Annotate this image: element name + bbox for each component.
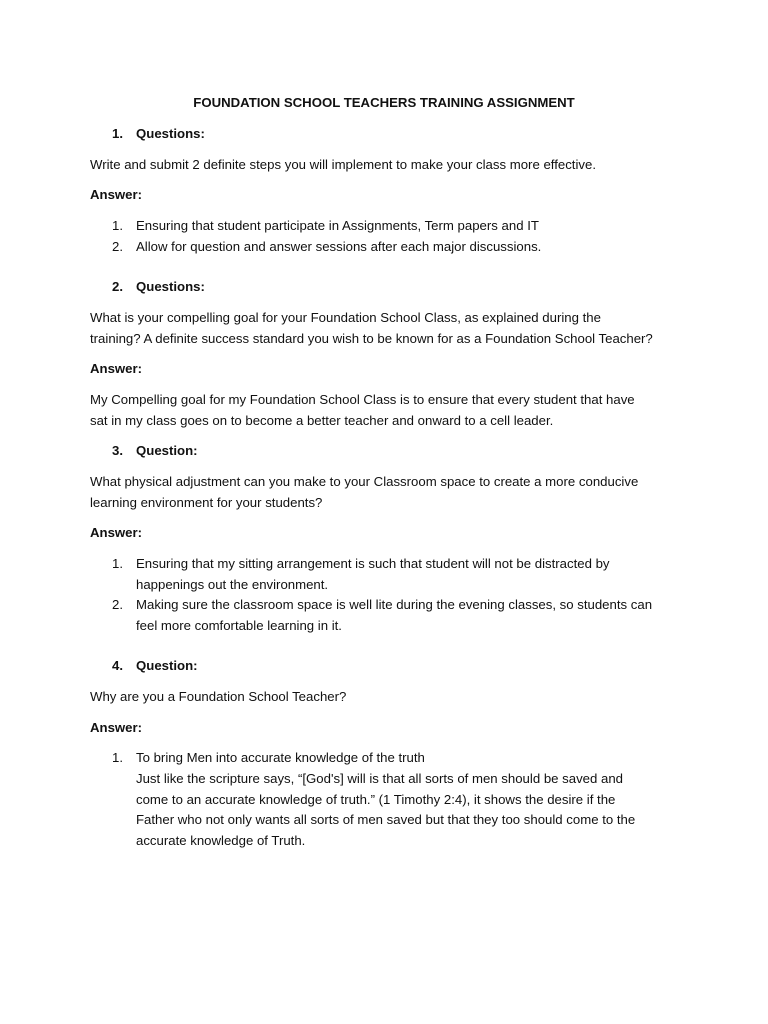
section-2-question-line-2: training? A definite success standard you wish to be known for as a Foundation School Teacher?	[90, 331, 653, 346]
section-1-number: 1.	[112, 126, 123, 141]
section-3-heading: Question:	[136, 443, 198, 458]
section-1-item-2-text: Allow for question and answer sessions after each major discussions.	[136, 239, 542, 254]
section-2-heading: Questions:	[136, 279, 205, 294]
section-3-item-1-line-2: happenings out the environment.	[136, 577, 329, 592]
section-2-question-line-1: What is your compelling goal for your Foundation School Class, as explained during the	[90, 310, 601, 325]
section-4-item-1-line-5: accurate knowledge of Truth.	[136, 833, 306, 848]
section-2-answer-label: Answer:	[90, 361, 143, 376]
section-4-item-1-number: 1.	[112, 750, 123, 765]
section-1-item-2-number: 2.	[112, 239, 123, 254]
page-title: FOUNDATION SCHOOL TEACHERS TRAINING ASSIGNMENT	[193, 95, 575, 110]
section-1-item-1-number: 1.	[112, 218, 123, 233]
section-3-item-2-number: 2.	[112, 597, 123, 612]
section-3-answer-label: Answer:	[90, 525, 143, 540]
section-3-item-2-line-1: Making sure the classroom space is well lite during the evening classes, so students can	[136, 597, 653, 612]
section-1-heading: Questions:	[136, 126, 205, 141]
section-4-number: 4.	[112, 658, 123, 673]
section-3-item-1-line-1: Ensuring that my sitting arrangement is such that student will not be distracted by	[136, 556, 610, 571]
section-4-question: Why are you a Foundation School Teacher?	[90, 689, 347, 704]
section-4-item-1-line-3: come to an accurate knowledge of truth.” (1 Timothy 2:4), it shows the desire if the	[136, 792, 616, 807]
section-4-item-1-line-1: To bring Men into accurate knowledge of the truth	[136, 750, 425, 765]
section-2-answer-line-1: My Compelling goal for my Foundation School Class is to ensure that every student that have	[90, 392, 635, 407]
section-2-answer-line-2: sat in my class goes on to become a better teacher and onward to a cell leader.	[90, 413, 554, 428]
section-3-number: 3.	[112, 443, 123, 458]
section-4-item-1-line-2: Just like the scripture says, “[God's] will is that all sorts of men should be saved and	[136, 771, 624, 786]
section-3-item-1-number: 1.	[112, 556, 123, 571]
section-1-question: Write and submit 2 definite steps you will implement to make your class more effective.	[90, 157, 596, 172]
section-1-answer-label: Answer:	[90, 187, 143, 202]
section-2-number: 2.	[112, 279, 123, 294]
section-4-heading: Question:	[136, 658, 198, 673]
section-4-answer-label: Answer:	[90, 720, 143, 735]
section-3-question-line-2: learning environment for your students?	[90, 495, 323, 510]
section-4-item-1-line-4: Father who not only wants all sorts of men saved but that they too should come to the	[136, 812, 636, 827]
section-1-item-1-text: Ensuring that student participate in Assignments, Term papers and IT	[136, 218, 539, 233]
section-3-item-2-line-2: feel more comfortable learning in it.	[136, 618, 342, 633]
section-3-question-line-1: What physical adjustment can you make to your Classroom space to create a more conducive	[90, 474, 639, 489]
